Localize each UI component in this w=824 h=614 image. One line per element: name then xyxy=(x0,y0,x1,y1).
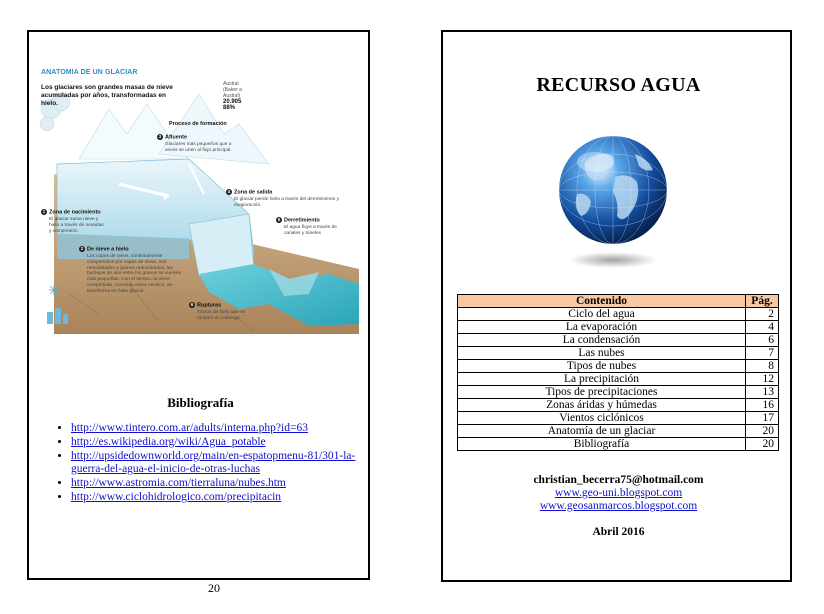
bibliography-item xyxy=(71,450,371,476)
left-page xyxy=(27,30,370,580)
infographic-subtitle: Los glaciares son grandes masas de nieve acumuladas por años, transformadas en hielo. xyxy=(41,84,173,107)
blog-link[interactable]: www.geo-uni.blogspot.com xyxy=(554,487,683,499)
right-page xyxy=(441,30,792,582)
toc-title: Ciclo del agua xyxy=(458,308,746,321)
toc-row xyxy=(458,386,779,399)
bibliography-item xyxy=(71,477,371,490)
toc-title: Zonas áridas y húmedas xyxy=(458,399,746,412)
toc-row xyxy=(458,438,779,451)
toc-title: Tipos de nubes xyxy=(458,360,746,373)
process-label: Proceso de formación xyxy=(169,121,227,127)
toc-page: 8 xyxy=(746,360,779,373)
toc-page: 2 xyxy=(746,308,779,321)
step-3-desc: Glaciares más pequeños que a veces se unen al flujo principal. xyxy=(165,142,232,153)
toc-page: 6 xyxy=(746,334,779,347)
glacier-stat xyxy=(223,81,253,111)
bibliography-title: Bibliografía xyxy=(167,395,234,410)
toc-title: La condensación xyxy=(458,334,746,347)
step-6-label: 6 Rupturas xyxy=(190,302,222,309)
toc-row xyxy=(458,308,779,321)
toc-page: 13 xyxy=(746,386,779,399)
toc-page: 16 xyxy=(746,399,779,412)
toc-title: La evaporación xyxy=(458,321,746,334)
toc-title: Anatomía de un glaciar xyxy=(458,425,746,438)
toc-header-content: Contenido xyxy=(458,295,746,308)
glacier-infographic xyxy=(39,64,359,334)
step-6-desc: Trozos de hielo que se rompen en icebergs. xyxy=(197,310,246,321)
page-number: 20 xyxy=(208,581,220,595)
toc-title: Las nubes xyxy=(458,347,746,360)
toc-row xyxy=(458,334,779,347)
bibliography-item xyxy=(71,436,371,449)
toc-page: 20 xyxy=(746,425,779,438)
blog-link-2-wrap xyxy=(443,500,794,513)
step-1-label: 1 Zona de nacimiento xyxy=(42,209,101,216)
blog-link-1-wrap xyxy=(443,487,794,500)
table-of-contents xyxy=(457,294,779,451)
step-5-label: 5 Derretimiento xyxy=(277,217,320,224)
bibliography-link[interactable]: http://www.ciclohidrologico.com/precipitacin xyxy=(71,491,282,503)
toc-row xyxy=(458,321,779,334)
step-1-desc: El glaciar suma nieve y hielo a través de nevadas y compresión. xyxy=(49,217,104,234)
toc-page: 17 xyxy=(746,412,779,425)
toc-row xyxy=(458,425,779,438)
bibliography-item xyxy=(71,491,371,504)
bibliography-link[interactable]: http://www.tintero.com.ar/adults/interna.php?id=63 xyxy=(71,422,308,434)
snowflake-icon xyxy=(49,285,59,295)
toc-title: La precipitación xyxy=(458,373,746,386)
toc-page: 20 xyxy=(746,438,779,451)
globe-icon xyxy=(555,132,671,270)
step-4-label: 4 Zona de salida xyxy=(227,189,273,196)
bibliography-list xyxy=(57,422,371,505)
toc-header-page: Pág. xyxy=(746,295,779,308)
step-2-desc: Los copos de nieve, continuamente comprimidos por capas de nieve, son remodelados a granos redondeados; las burbujas de aire entre los granos se vuelven más pequeñas. Con el tiempo, la nieve comprimida, conocida como nevisca, se transforma en hielo glacial. xyxy=(87,254,182,294)
stat-label: Austral (Baker a Austral) xyxy=(223,81,242,99)
toc-row xyxy=(458,412,779,425)
step-2-label: 2 De nieve a hielo xyxy=(80,246,129,253)
toc-page: 12 xyxy=(746,373,779,386)
toc-title: Vientos ciclónicos xyxy=(458,412,746,425)
stat-percent: 88% xyxy=(223,105,236,111)
bibliography-link[interactable]: http://www.astromia.com/tierraluna/nubes.htm xyxy=(71,477,286,489)
document-title: RECURSO AGUA xyxy=(536,74,701,96)
step-5-desc: El agua fluye a través de canales y túneles xyxy=(284,225,337,236)
toc-row xyxy=(458,347,779,360)
step-3-label: 3 Afluente xyxy=(158,134,187,141)
infographic-title: ANATOMIA DE UN GLACIAR xyxy=(41,69,138,76)
publication-date: Abril 2016 xyxy=(592,526,645,538)
bibliography-link[interactable]: http://es.wikipedia.org/wiki/Agua_potable xyxy=(71,436,266,448)
blog-link[interactable]: www.geosanmarcos.blogspot.com xyxy=(539,500,698,512)
toc-row xyxy=(458,373,779,386)
toc-row xyxy=(458,360,779,373)
toc-header-row xyxy=(458,295,779,308)
author-email: christian_becerra75@hotmail.com xyxy=(533,474,704,486)
bibliography-item xyxy=(71,422,371,435)
toc-title: Bibliografía xyxy=(458,438,746,451)
step-4-desc: El glaciar pierde hielo a través del derretimiento y evaporación. xyxy=(234,197,340,208)
toc-row xyxy=(458,399,779,412)
toc-page: 7 xyxy=(746,347,779,360)
toc-page: 4 xyxy=(746,321,779,334)
toc-title: Tipos de precipitaciones xyxy=(458,386,746,399)
stat-value: 20.905 xyxy=(223,99,242,105)
bibliography-link[interactable]: http://upsidedownworld.org/main/en-espatopmenu-81/301-la-guerra-del-agua-el-inicio-de-otras-luchas xyxy=(71,450,356,475)
